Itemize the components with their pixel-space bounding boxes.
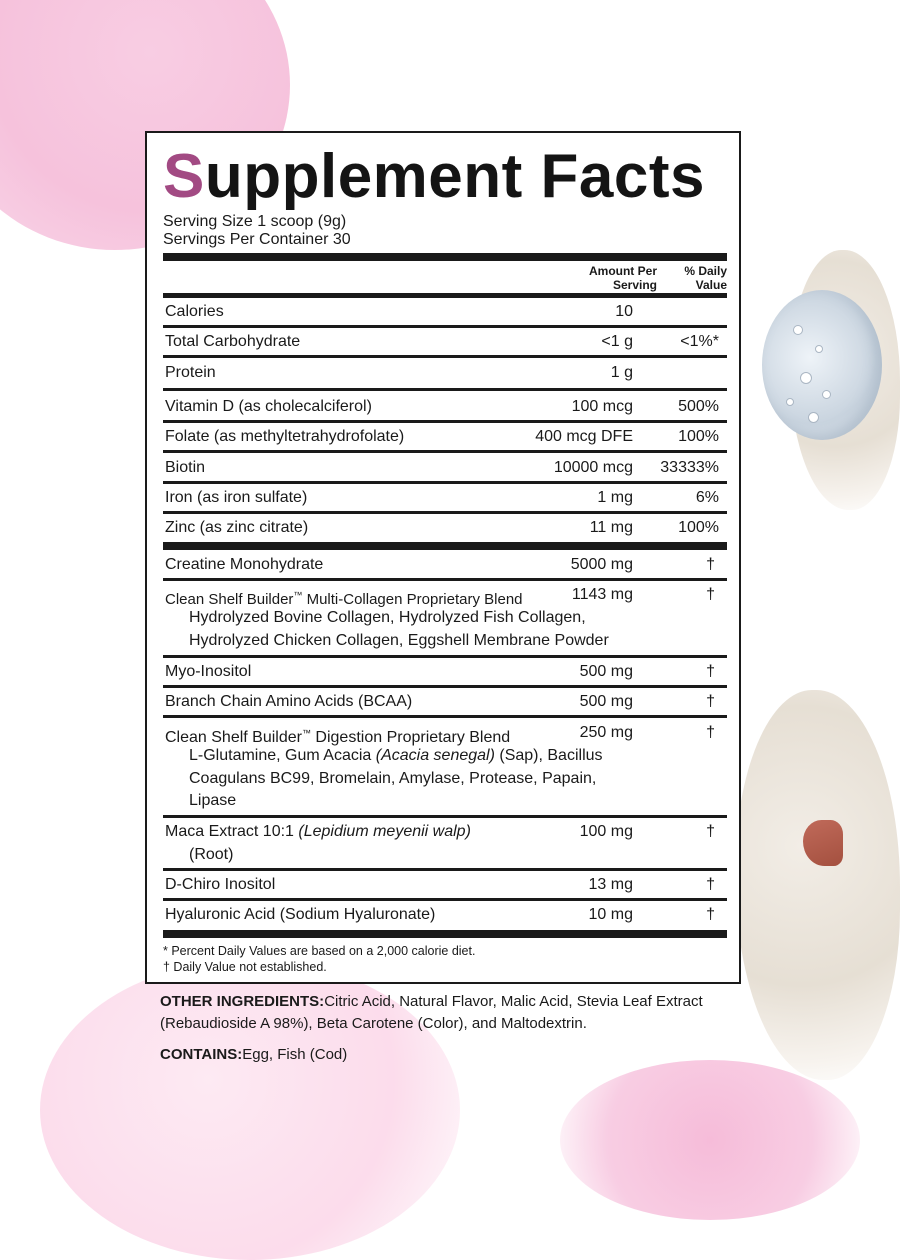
nutrient-name: Biotin	[165, 459, 206, 476]
ingredient-name: Hyaluronic Acid (Sodium Hyaluronate)	[165, 906, 436, 923]
nutrient-name: Folate (as methyltetrahydrofolate)	[165, 428, 405, 445]
nutrient-name: Vitamin D (as cholecalciferol)	[165, 398, 372, 415]
ingredient-name: D-Chiro Inositol	[165, 876, 276, 893]
divider	[163, 685, 727, 688]
bubble	[786, 398, 794, 406]
nutrient-name: Protein	[165, 364, 216, 381]
nutrient-amount: 100 mcg	[571, 398, 633, 415]
other-ingredients-text: Citric Acid, Natural Flavor, Malic Acid, Stevia Leaf Extract (Rebaudioside A 98%), Beta Carotene (Color), and Maltodextrin.	[160, 993, 703, 1032]
divider	[163, 293, 727, 298]
trademark-symbol: ™	[301, 728, 311, 738]
ingredient-row-maca-extract	[163, 823, 727, 869]
dagger-mark: †	[706, 663, 715, 680]
panel-title-first-letter: S	[163, 142, 205, 211]
bubble	[800, 372, 812, 384]
nutrient-amount: 400 mcg DFE	[535, 428, 633, 445]
divider	[163, 868, 727, 871]
divider	[163, 388, 727, 391]
column-header-daily-value: % Daily Value	[684, 264, 727, 292]
blend-brand: Clean Shelf Builder	[165, 591, 294, 608]
ingredient-amount: 1143 mg	[571, 586, 633, 603]
fingernail-image	[803, 820, 843, 866]
nutrient-dv: 100%	[678, 428, 719, 445]
nutrient-dv: 33333%	[660, 459, 719, 476]
supplement-facts-panel	[145, 131, 741, 984]
blend-components-line: Coagulans BC99, Bromelain, Amylase, Protease, Papain,	[189, 770, 597, 787]
nutrient-dv: 500%	[678, 398, 719, 415]
nutrient-name: Zinc (as zinc citrate)	[165, 519, 309, 536]
ingredient-row-multi-collagen-blend	[163, 586, 727, 656]
nutrient-dv: <1%*	[680, 333, 719, 350]
nutrient-name: Calories	[165, 303, 224, 320]
ingredient-name: Branch Chain Amino Acids (BCAA)	[165, 693, 413, 710]
thick-divider	[163, 542, 727, 550]
divider	[163, 815, 727, 818]
divider	[163, 481, 727, 484]
bubble	[822, 390, 831, 399]
bubble	[793, 325, 803, 335]
ingredient-amount: 100 mg	[579, 823, 633, 840]
thick-divider	[163, 253, 727, 261]
nutrient-amount: 11 mg	[589, 519, 633, 536]
ingredient-amount: 13 mg	[588, 876, 633, 893]
other-ingredients-label: OTHER INGREDIENTS:	[160, 993, 325, 1010]
contains-text: Egg, Fish (Cod)	[242, 1046, 348, 1063]
bubble	[808, 412, 819, 423]
dagger-mark: †	[706, 906, 715, 923]
panel-title-rest: upplement Facts	[204, 142, 705, 211]
serving-size: Serving Size 1 scoop (9g)	[163, 213, 347, 230]
divider	[163, 715, 727, 718]
footnote-dagger: † Daily Value not established.	[163, 960, 327, 974]
contains-label: CONTAINS:	[160, 1046, 243, 1063]
ingredient-amount: 500 mg	[579, 693, 633, 710]
nutrient-name: Total Carbohydrate	[165, 333, 301, 350]
divider	[163, 355, 727, 358]
blend-components-line: Hydrolyzed Bovine Collagen, Hydrolyzed Fish Collagen,	[189, 609, 586, 626]
nutrient-dv: 100%	[678, 519, 719, 536]
nutrient-amount: 1 g	[610, 364, 633, 381]
dagger-mark: †	[706, 876, 715, 893]
divider	[163, 511, 727, 514]
blend-components-line: Lipase	[189, 792, 237, 809]
nutrient-dv: 6%	[695, 489, 719, 506]
divider	[163, 450, 727, 453]
trademark-symbol: ™	[293, 590, 303, 600]
divider	[163, 325, 727, 328]
dagger-mark: †	[706, 724, 715, 741]
ingredient-amount: 10 mg	[588, 906, 633, 923]
nutrient-name: Iron (as iron sulfate)	[165, 489, 308, 506]
servings-per-container: Servings Per Container 30	[163, 231, 351, 248]
ingredient-name	[165, 586, 523, 609]
divider	[163, 655, 727, 658]
blend-name: Multi-Collagen Proprietary Blend	[302, 591, 523, 608]
ingredient-row-digestion-blend	[163, 724, 727, 814]
nutrient-amount: <1 g	[601, 333, 633, 350]
dagger-mark: †	[706, 693, 715, 710]
divider	[163, 578, 727, 581]
serum-drop-image	[762, 290, 882, 440]
footnote-daily-values: * Percent Daily Values are based on a 2,000 calorie diet.	[163, 944, 476, 958]
blend-brand: Clean Shelf Builder	[165, 729, 302, 746]
allergen-contains	[160, 1045, 347, 1065]
dagger-mark: †	[706, 823, 715, 840]
divider	[163, 420, 727, 423]
blend-name: Digestion Proprietary Blend	[310, 729, 511, 746]
ingredient-amount: 5000 mg	[570, 556, 633, 573]
powder-pile-image-lower	[735, 690, 900, 1080]
nutrient-amount: 1 mg	[597, 489, 633, 506]
ingredient-amount: 250 mg	[579, 724, 633, 741]
ingredient-name	[165, 724, 510, 747]
pink-circle-decoration-bottom-right	[560, 1060, 860, 1220]
dagger-mark: †	[706, 556, 715, 573]
nutrient-amount: 10	[615, 303, 633, 320]
ingredient-amount: 500 mg	[579, 663, 633, 680]
ingredient-part: (Root)	[189, 846, 234, 863]
dagger-mark: †	[706, 586, 715, 603]
other-ingredients	[160, 991, 750, 1035]
blend-components-line: L-Glutamine, Gum Acacia (Acacia senegal) (Sap), Bacillus	[189, 747, 603, 764]
thick-divider	[163, 930, 727, 938]
column-header-amount: Amount Per Serving	[588, 264, 657, 292]
ingredient-name: Myo-Inositol	[165, 663, 252, 680]
ingredient-name: Creatine Monohydrate	[165, 556, 324, 573]
nutrient-amount: 10000 mcg	[553, 459, 633, 476]
divider	[163, 898, 727, 901]
panel-title	[163, 139, 705, 215]
ingredient-name: Maca Extract 10:1 (Lepidium meyenii walp)	[165, 823, 471, 840]
blend-components-line: Hydrolyzed Chicken Collagen, Eggshell Membrane Powder	[189, 632, 609, 649]
bubble	[815, 345, 823, 353]
